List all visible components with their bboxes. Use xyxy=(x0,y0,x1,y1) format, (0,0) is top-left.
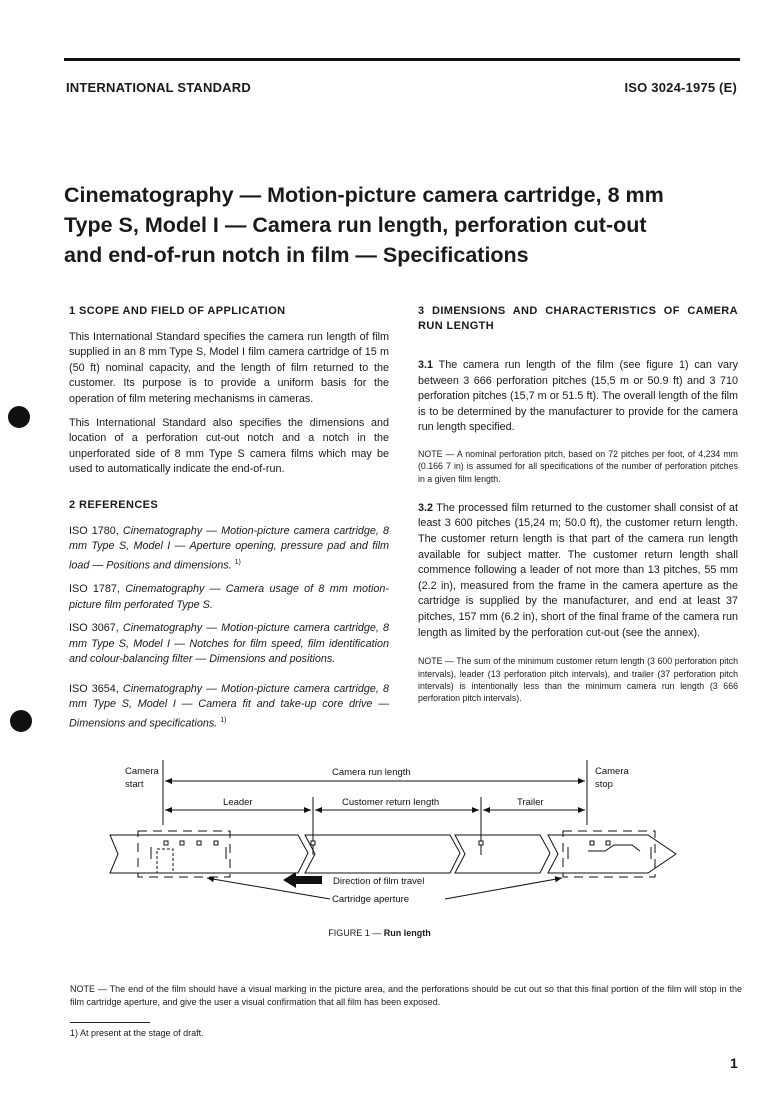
footnote-rule xyxy=(70,1022,150,1023)
leader-label: Leader xyxy=(223,797,253,808)
bottom-note: NOTE — The end of the film should have a visual marking in the picture area, and the perforations should be cut out so that this final portion of the film will stop in the film cartridge aperture, and give the user a visual confirmation that all film has been exposed. xyxy=(70,984,742,1007)
film-strip-segment xyxy=(110,835,308,873)
section-2-heading: 2 REFERENCES xyxy=(69,498,159,511)
footnote: 1) At present at the stage of draft. xyxy=(70,1028,204,1038)
note-perforation-pitch: NOTE — A nominal perforation pitch, based on 72 pitches per foot, of 4,234 mm (0.166 7 in) is assumed for all specifications of the number of perforation pitches in a given film length. xyxy=(418,448,738,484)
punch-hole xyxy=(8,406,30,428)
punch-hole xyxy=(10,710,32,732)
camera-start-label: Camera xyxy=(125,766,159,777)
direction-label: Direction of film travel xyxy=(333,876,425,887)
section-3-heading: 3 DIMENSIONS AND CHARACTERISTICS OF CAMERA RUN LENGTH xyxy=(418,305,738,332)
title-line-1: Cinematography — Motion-picture camera cartridge, 8 mm xyxy=(64,183,664,207)
section-3-2-para: 3.2 The processed film returned to the customer shall consist of at least 3 600 pitches (15,24 m; 50.0 ft), the customer return length. The customer return length is that part of the camera run length available for subject matter. The customer return length shall commence following a leader of not more than 13 pitches, 55 mm (2.2 in), measured from the frame in the camera aperture as the cartridge is supplied by the manufacturer, and end at least 37 pitches, 157 mm (6.2 in), short of the final frame of the camera run length as limited by the perforation cut-out (see the annex). xyxy=(418,501,738,639)
cartridge-outline-start xyxy=(138,831,230,877)
left-column xyxy=(69,304,389,740)
header-left: INTERNATIONAL STANDARD xyxy=(66,80,251,95)
reference-item: ISO 1780, Cinematography — Motion-picture camera cartridge, 8 mm Type S, Model I — Aperture opening, pressure pad and film load — Positions and dimensions. $^{1)}$ xyxy=(69,524,389,572)
camera-start-label-2: start xyxy=(125,779,144,790)
camera-stop-label: Camera xyxy=(595,766,629,777)
header-right: ISO 3024-1975 (E) xyxy=(624,80,737,95)
section-1-para-1: This International Standard specifies the camera run length of film supplied in an 8 mm Type S, Model I film camera cartridge of 15 m (50 ft) nominal capacity, and the length of film returned to the customer. Its purpose is to provide a uniform basis for the operation of film metering mechanisms in cameras. xyxy=(69,330,389,405)
reference-item: ISO 3654, Cinematography — Motion-picture camera cartridge, 8 mm Type S, Model I — Camera fit and take-up core drive — Dimensions and specifications. $^{1)}$ xyxy=(69,682,389,730)
direction-arrow-icon xyxy=(283,872,322,888)
section-3-1-para: 3.1 The camera run length of the film (see figure 1) can vary between 3 666 perforation pitches (15,5 m or 50.9 ft) and 3 710 perforation pitches (15,7 m or 51.5 ft). The overall length of the film is to be determined by the manufacturer to provide for the camera run length specified. xyxy=(418,359,738,434)
film-strip-segment xyxy=(455,835,550,873)
run-length-figure xyxy=(0,755,759,925)
document-title xyxy=(64,180,744,270)
figure-caption: FIGURE 1 — Run length xyxy=(328,928,431,938)
title-line-2: Type S, Model I — Camera run length, perforation cut-out xyxy=(64,213,647,237)
run-length-label: Camera run length xyxy=(332,767,411,778)
section-1-heading: 1 SCOPE AND FIELD OF APPLICATION xyxy=(69,305,286,317)
section-1-para-2: This International Standard also specifies the dimensions and location of a perforation cut-out notch and a notch in the unperforated side of 8 mm Type S camera films which may be used to automatically indicate the end-of-run. xyxy=(69,416,389,476)
camera-stop-label-2: stop xyxy=(595,779,613,790)
page-number: 1 xyxy=(730,1055,738,1071)
cartridge-outline-stop xyxy=(563,831,655,877)
customer-return-label: Customer return length xyxy=(342,797,440,808)
title-line-3: and end-of-run notch in film — Specifications xyxy=(64,243,529,267)
film-strip-end xyxy=(548,835,676,873)
film-strip-segment xyxy=(305,835,460,873)
right-column xyxy=(418,304,738,714)
trailer-label: Trailer xyxy=(517,797,544,808)
header-rule xyxy=(64,58,740,61)
aperture-label: Cartridge aperture xyxy=(332,894,410,905)
reference-item: ISO 3067, Cinematography — Motion-picture camera cartridge, 8 mm Type S, Model I — Notches for film speed, film identification and colour-balancing filter — Dimensions and positions. xyxy=(69,622,389,666)
reference-item: ISO 1787, Cinematography — Camera usage of 8 mm motion-picture film perforated Type S. xyxy=(69,582,389,611)
note-sum: NOTE — The sum of the minimum customer return length (3 600 perforation pitch intervals), leader (13 perforation pitch intervals), and trailer (37 perforation pitch intervals) is intentionally less than the minimum camera run length (3 666 perforation pitch intervals). xyxy=(418,656,738,704)
